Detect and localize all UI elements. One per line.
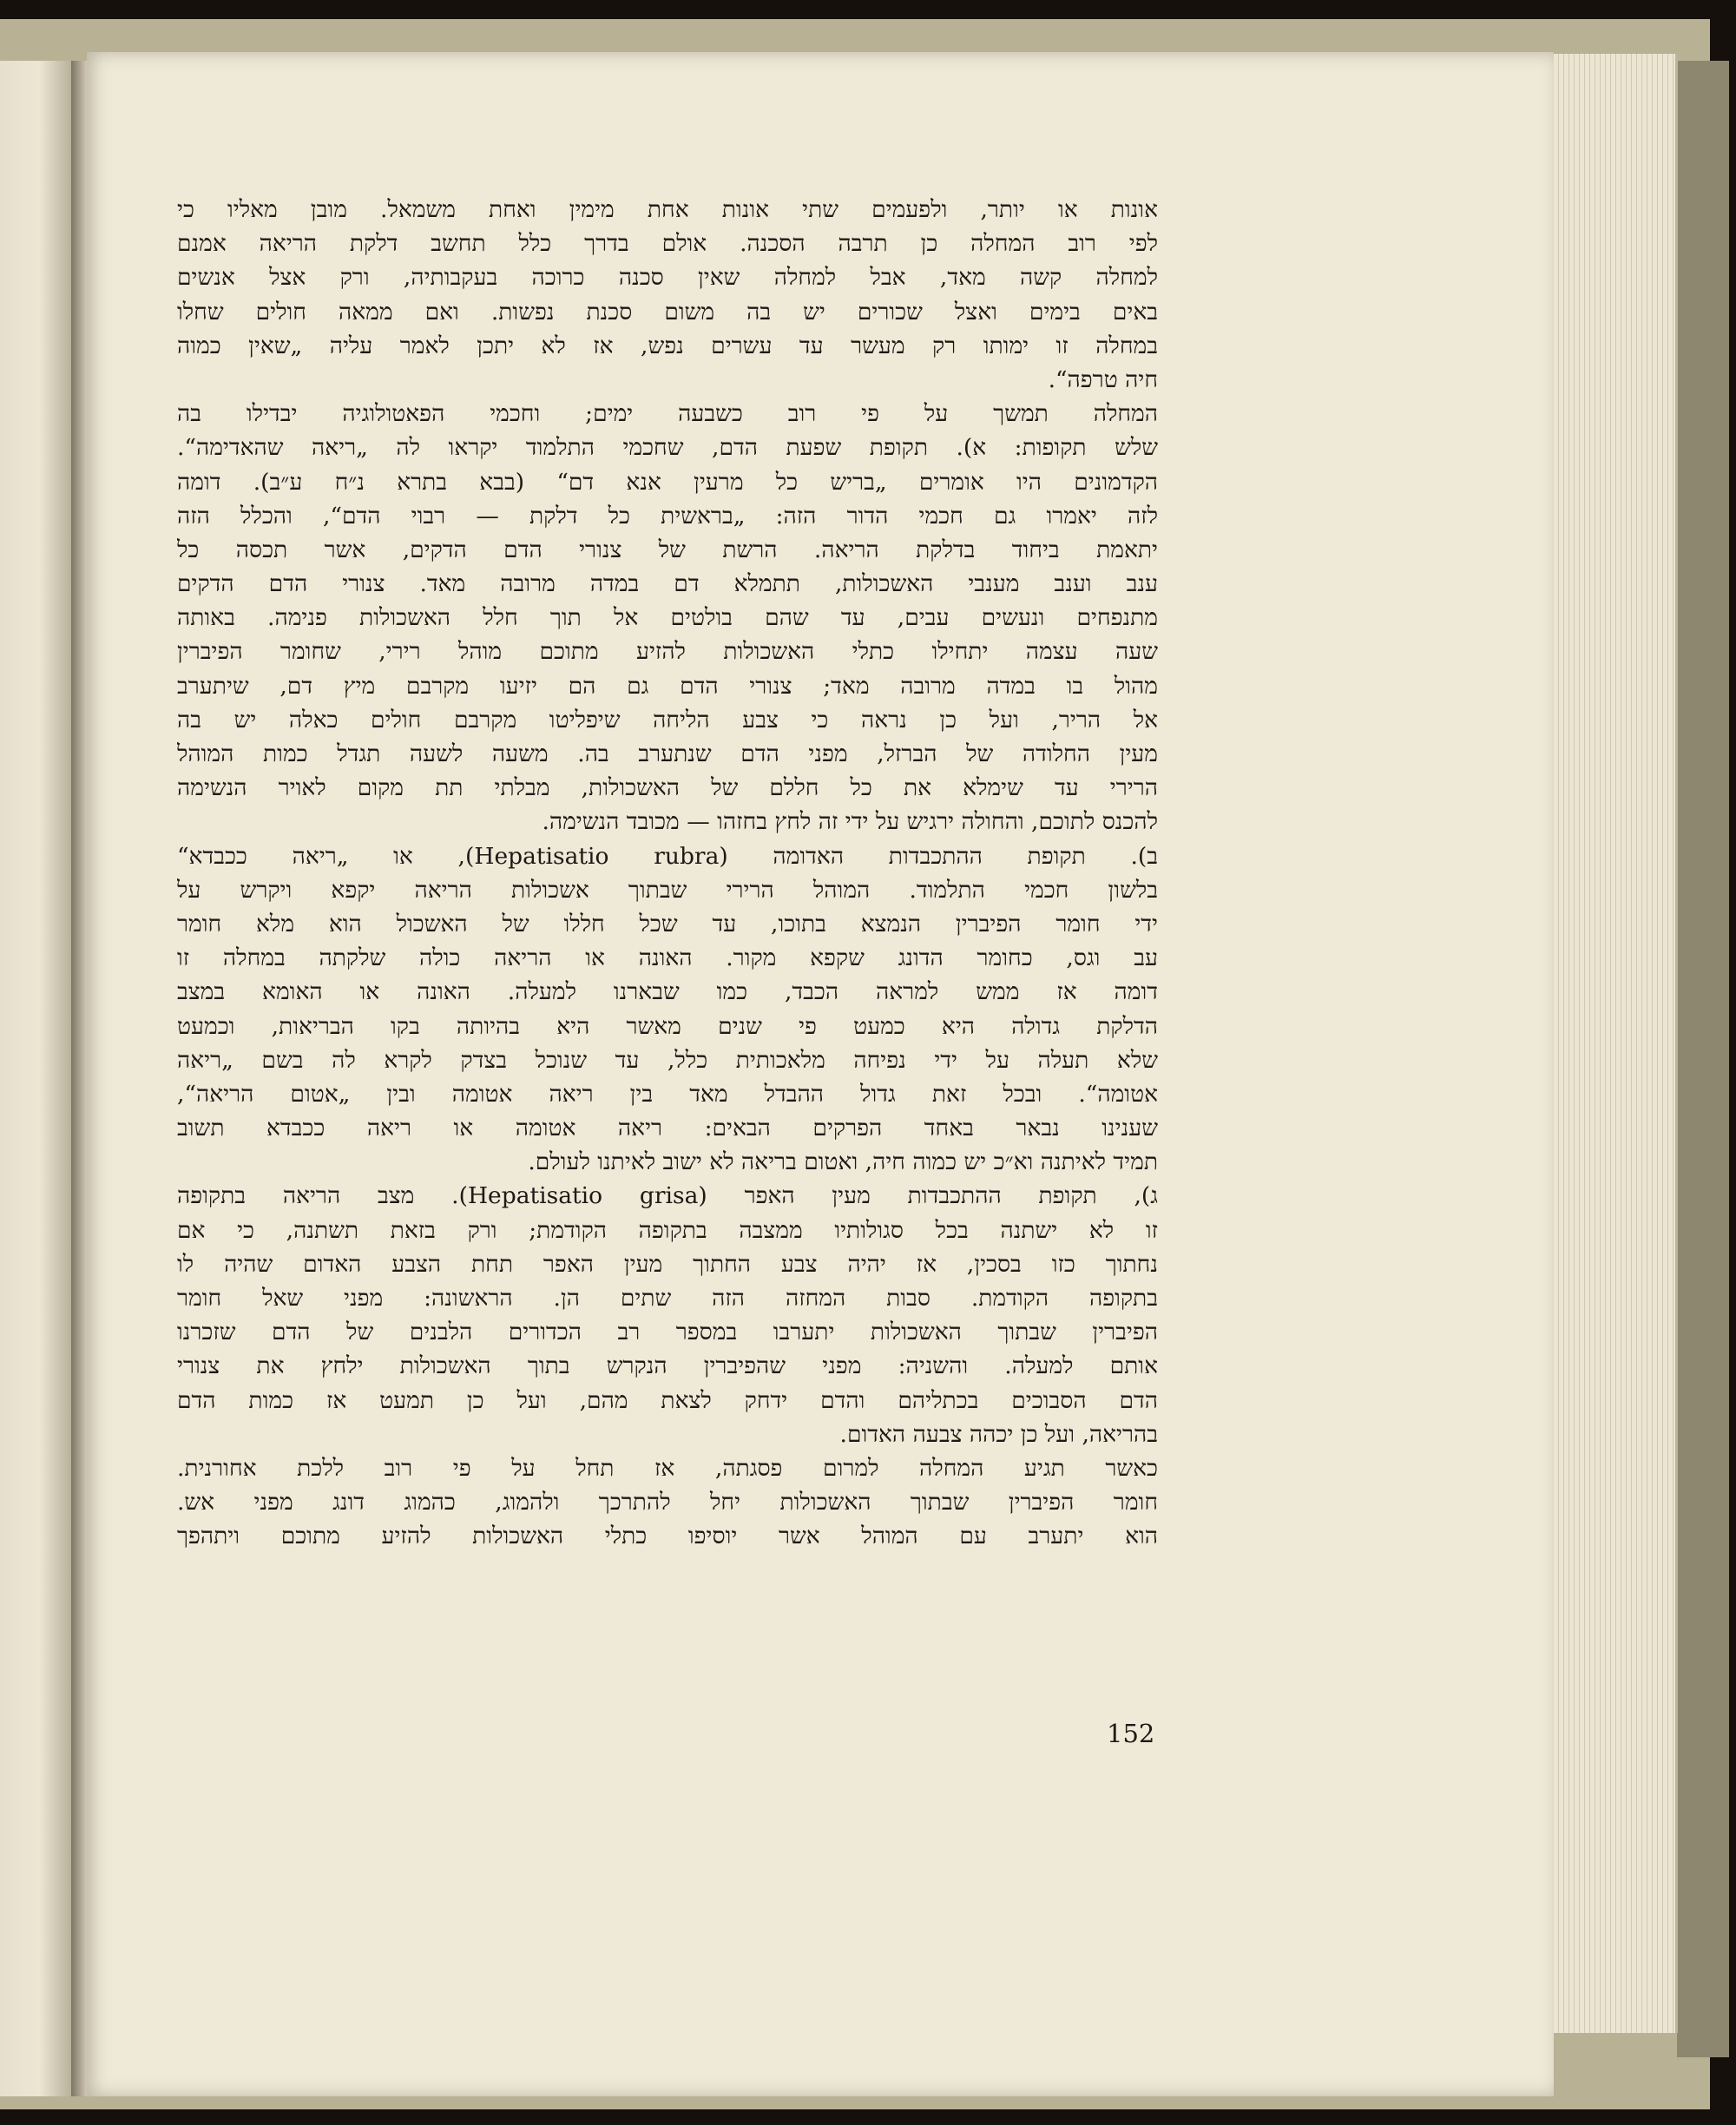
text-line: בהריאה, ועל כן יכהה צבעה האדום. bbox=[839, 1420, 1158, 1448]
text-line: הפיברין שבתוך האשכולות יתערבו במספר רב הכדורים הלבנים של הדם שזכרנו bbox=[177, 1319, 1158, 1346]
text-line: לפי רוב המחלה כן תרבה הסכנה. אולם בדרך כלל תחשב דלקת הריאה אמנם bbox=[177, 230, 1158, 258]
text-line: הקדמונים היו אומרים „בריש כל מרעין אנא דם“ (בבא בתרא נ״ח ע״ב). דומה bbox=[177, 468, 1158, 496]
text-line: הוא יתערב עם המוהל אשר יוסיפו כתלי האשכולות להזיע מתוכם ויתהפך bbox=[177, 1523, 1158, 1550]
text-line: בלשון חכמי התלמוד. המוהל הרירי שבתוך אשכולות הריאה יקפא ויקרש על bbox=[177, 876, 1158, 904]
text-line: דומה אז ממש למראה הכבד, כמו שבארנו למעלה. האונה או האומא במצב bbox=[177, 978, 1158, 1006]
text-line: הרירי עד שימלא את כל חללם של האשכולות, מבלתי תת מקום לאויר הנשימה bbox=[177, 774, 1158, 802]
text-line: חיה טרפה“. bbox=[1048, 365, 1158, 393]
text-line: מעין החלודה של הברזל, מפני הדם שנתערב בה. משעה לשעה תגדל כמות המוהל bbox=[177, 740, 1158, 767]
cover-edge bbox=[1677, 61, 1729, 2057]
text-line: שלש תקופות: א). תקופת שפעת הדם, שחכמי התלמוד יקראו לה „ריאה שהאדימה“. bbox=[177, 434, 1158, 462]
text-line: שלא תעלה על ידי נפיחה מלאכותית כלל, עד שנוכל בצדק לקרא לה בשם „ריאה bbox=[177, 1046, 1158, 1074]
text-line: ידי חומר הפיברין הנמצא בתוכו, עד שכל חללו של האשכול הוא מלא חומר bbox=[177, 910, 1158, 938]
text-line: בתקופה הקודמת. סבות המחזה הזה שתים הן. הראשונה: מפני שאל חומר bbox=[177, 1285, 1158, 1312]
text-line: באים בימים ואצל שכורים יש בה משום סכנת נפשות. ואם ממאה חולים שחלו bbox=[177, 298, 1158, 326]
text-line: הדם הסבוכים בכתליהם והדם ידחק לצאת מהם, ועל כן תמעט אז כמות הדם bbox=[177, 1386, 1158, 1414]
text-line: חומר הפיברין שבתוך האשכולות יחל להתרכך ולהמוג, כהמוג דונג מפני אש. bbox=[177, 1489, 1158, 1516]
text-line: במחלה זו ימותו רק מעשר עד עשרים נפש, אז לא יתכן לאמר עליה „שאין כמוה bbox=[177, 332, 1158, 359]
text-line: נחתוך כזו בסכין, אז יהיה צבע החתוך מעין האפר תחת הצבע האדום שהיה לו bbox=[177, 1250, 1158, 1278]
text-line: אותם למעלה. והשניה: מפני שהפיברין הנקרש בתוך האשכולות ילחץ את צנורי bbox=[177, 1352, 1158, 1380]
body-text bbox=[177, 193, 1158, 1554]
text-line: ג), תקופת ההתכבדות מעין האפר (Hepatisatio grisa). מצב הריאה בתקופה bbox=[177, 1182, 1158, 1210]
book-gutter bbox=[71, 61, 87, 2096]
text-line: ב). תקופת ההתכבדות האדומה (Hepatisatio rubra), או „ריאה ככבדא“ bbox=[177, 842, 1158, 870]
text-line: שענינו נבאר באחד הפרקים הבאים: ריאה אטומה או ריאה ככבדא תשוב bbox=[177, 1115, 1158, 1142]
text-line: כאשר תגיע המחלה למרום פסגתה, אז תחל על פי רוב ללכת אחורנית. bbox=[177, 1454, 1158, 1482]
text-line: אטומה“. ובכל זאת גדול ההבדל מאד בין ריאה אטומה ובין „אטום הריאה“, bbox=[177, 1080, 1158, 1108]
text-line: מתנפחים ונעשים עבים, עד שהם בולטים אל תוך חלל האשכולות פנימה. באותה bbox=[177, 604, 1158, 632]
text-line: תמיד לאיתנה וא״כ יש כמוה חיה, ואטום בריאה לא ישוב לאיתנו לעולם. bbox=[528, 1148, 1158, 1176]
text-line: להכנס לתוכם, והחולה ירגיש על ידי זה לחץ בחזהו — מכובד הנשימה. bbox=[542, 808, 1158, 836]
text-line: יתאמת ביחוד בדלקת הריאה. הרשת של צנורי הדם הדקים, אשר תכסה כל bbox=[177, 536, 1158, 563]
page-number: 152 bbox=[1107, 1719, 1155, 1748]
text-line: אונות או יותר, ולפעמים שתי אונות אחת מימין ואחת משמאל. מובן מאליו כי bbox=[177, 196, 1158, 223]
text-line: שעה עצמה יתחילו כתלי האשכולות להזיע מתוכם מוהל רירי, שחומר הפיברין bbox=[177, 638, 1158, 666]
text-line: המחלה תמשך על פי רוב כשבעה ימים; וחכמי הפאטולוגיה יבדילו בה bbox=[177, 400, 1158, 428]
text-line: ענב וענב מענבי האשכולות, תתמלא דם במדה מרובה מאד. צנורי הדם הדקים bbox=[177, 570, 1158, 598]
text-line: אל הריר, ועל כן נראה כי צבע הליחה שיפליטו מקרבם חולים כאלה יש בה bbox=[177, 706, 1158, 734]
text-line: עב וגס, כחומר הדונג שקפא מקור. האונה או הריאה כולה שלקתה במחלה זו bbox=[177, 944, 1158, 972]
text-line: לזה יאמרו גם חכמי הדור הזה: „בראשית כל דלקת — רבוי הדם“, והכלל הזה bbox=[177, 502, 1158, 530]
text-line: זו לא ישתנה בכל סגולותיו ממצבה בתקופה הקודמת; ורק בזאת תשתנה, כי אם bbox=[177, 1216, 1158, 1244]
left-page-edge bbox=[0, 61, 71, 2096]
text-line: מהול בו במדה מרובה מאד; צנורי הדם גם הם יזיעו מקרבם מיץ דם, שיתערב bbox=[177, 672, 1158, 700]
text-line: למחלה קשה מאד, אבל למחלה שאין סכנה כרוכה בעקבותיה, ורק אצל אנשים bbox=[177, 264, 1158, 292]
text-line: הדלקת גדולה היא כמעט פי שנים מאשר היא בהיותה בקו הבריאות, וכמעט bbox=[177, 1012, 1158, 1040]
